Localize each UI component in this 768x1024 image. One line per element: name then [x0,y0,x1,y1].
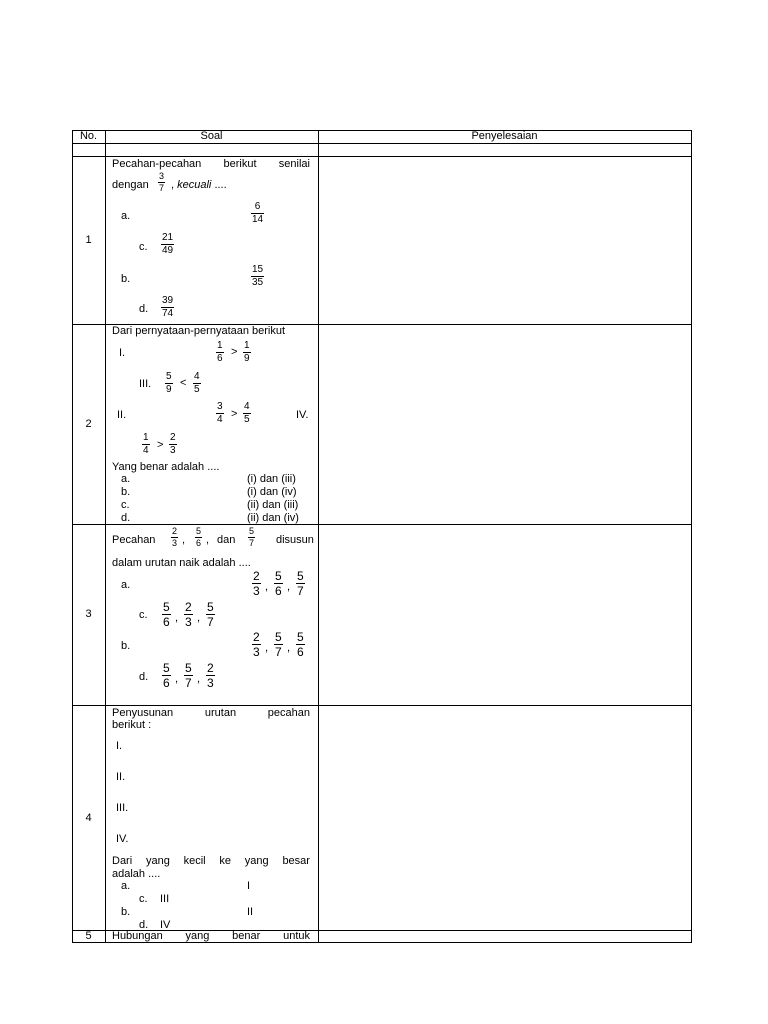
option-text: (i) dan (iii) [247,473,296,485]
option-label: b. [121,486,131,498]
question-text: Yang benar adalah .... [112,461,220,473]
statement-label: I. [119,347,126,359]
stem-text: disusun [276,534,314,546]
fraction: $\frac{2}{3}$ [170,432,176,456]
option-fraction: $\frac{15}{35}$ [252,264,264,288]
fraction: $\frac{2}{3}$ [253,630,260,659]
stem-text: dalam urutan naik adalah .... [112,557,251,569]
fraction: $\frac{5}{6}$ [163,661,170,690]
option-label: c. [121,499,130,511]
statement-label: IV. [296,409,309,421]
question-text: Dari yang kecil ke yang besar [112,855,310,867]
comparison-operator: > [231,346,238,358]
item-label: I. [116,740,123,752]
option-label: d. [139,919,149,931]
option-text: I [247,880,251,892]
fraction: $\frac{5}{6}$ [196,526,202,548]
separator: , [206,534,210,546]
item-label: IV. [116,833,129,845]
item-label: II. [116,771,126,783]
question-text: adalah .... [112,868,161,880]
row-divider-2 [72,524,692,525]
option-label: c. [139,893,148,905]
header-no: No. [79,130,98,142]
comparison-operator: > [157,439,164,451]
stem-text: dengan [112,179,149,191]
table-border-right [691,130,692,943]
fraction: $\frac{3}{4}$ [217,401,223,425]
statement-label: II. [117,409,127,421]
question-stem: Hubungan yang benar untuk [112,930,310,942]
header-soal: Soal [200,130,223,142]
fraction: $\frac{4}{5}$ [244,401,250,425]
comparison-operator: < [180,377,187,389]
option-label: d. [121,512,131,524]
option-label: a. [121,880,131,892]
fraction: $\frac{5}{6}$ [163,600,170,629]
fraction: $\frac{2}{3}$ [185,600,192,629]
column-divider-no [105,130,106,943]
question-number: 2 [85,418,92,430]
option-label: a. [121,473,131,485]
question-number: 5 [85,930,92,942]
fraction: $\frac{1}{6}$ [217,340,223,364]
question-number: 3 [85,608,92,620]
column-divider-soal [318,130,319,943]
item-label: III. [116,802,129,814]
header-penyelesaian: Penyelesaian [471,130,538,142]
option-label: b. [121,273,131,285]
separator: , [287,642,291,654]
fraction: $\frac{3}{7}$ [159,171,165,193]
fraction: $\frac{5}{7}$ [249,526,255,548]
separator: , [182,534,186,546]
fraction: $\frac{2}{3}$ [172,526,178,548]
option-label: c. [139,609,148,621]
separator: , [197,612,201,624]
fraction: $\frac{2}{3}$ [207,661,214,690]
separator: , [175,673,179,685]
fraction: $\frac{5}{6}$ [297,630,304,659]
separator: , [197,673,201,685]
stem-text: , kecuali .... [171,179,227,191]
fraction: $\frac{5}{7}$ [297,569,304,598]
fraction: $\frac{5}{9}$ [166,371,172,395]
stem-text: Pecahan [112,534,156,546]
empty-row-divider [72,156,692,157]
option-text: (ii) dan (iv) [247,512,299,524]
separator: , [265,581,269,593]
option-label: b. [121,640,131,652]
fraction: $\frac{5}{6}$ [275,569,282,598]
option-text: II [247,906,254,918]
stem-text: berikut : [112,719,152,731]
table-border-bottom [72,942,692,943]
soal-table [72,130,692,943]
question-stem: Dari pernyataan-pernyataan berikut [112,325,286,337]
fraction: $\frac{5}{7}$ [207,600,214,629]
option-label: c. [139,241,148,253]
option-text: (ii) dan (iii) [247,499,299,511]
separator: , [287,581,291,593]
option-label: a. [121,210,131,222]
statement-label: III. [139,378,152,390]
comparison-operator: > [231,408,238,420]
question-number: 1 [85,234,92,246]
option-label: a. [121,579,131,591]
row-divider-3 [72,705,692,706]
option-label: b. [121,906,131,918]
question-number: 4 [85,812,92,824]
option-fraction: $\frac{6}{14}$ [252,201,264,225]
question-stem: Penyusunan urutan pecahan [112,707,310,719]
fraction: $\frac{2}{3}$ [253,569,260,598]
header-divider [72,143,692,144]
question-stem: Pecahan-pecahan berikut senilai [112,158,310,170]
option-fraction: $\frac{21}{49}$ [162,232,174,256]
separator: , [175,612,179,624]
stem-text: dan [217,534,236,546]
option-label: d. [139,671,149,683]
option-text: IV [160,919,171,931]
option-text: III [160,893,170,905]
fraction: $\frac{5}{7}$ [275,630,282,659]
option-fraction: $\frac{39}{74}$ [162,295,174,319]
fraction: $\frac{4}{5}$ [194,371,200,395]
fraction: $\frac{1}{9}$ [244,340,250,364]
option-text: (i) dan (iv) [247,486,297,498]
separator: , [265,642,269,654]
option-label: d. [139,303,149,315]
fraction: $\frac{1}{4}$ [143,432,149,456]
fraction: $\frac{5}{7}$ [185,661,192,690]
